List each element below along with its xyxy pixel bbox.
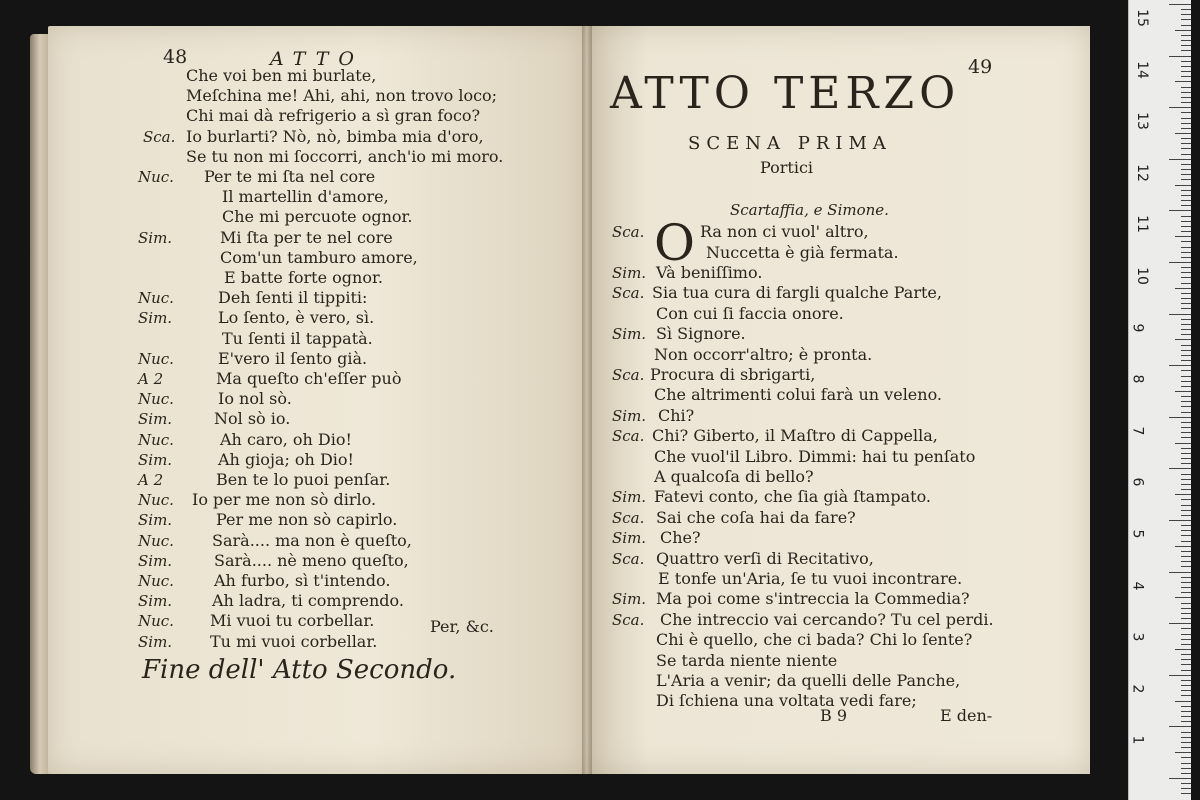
ruler-tick: [1181, 298, 1191, 299]
text-line: Che intreccio vai cercando? Tu cel perdi.: [660, 609, 994, 629]
ruler-tick: [1181, 654, 1191, 655]
ruler-tick: [1181, 87, 1191, 88]
left-page-number: 48: [163, 46, 188, 68]
ruler-tick: [1181, 345, 1191, 346]
speaker-label: Sim.: [612, 529, 647, 548]
ruler-tick: [1181, 737, 1191, 738]
ruler-tick: [1175, 752, 1191, 753]
text-line: Chi è quello, che ci bada? Chi lo ſente?: [656, 630, 973, 650]
ruler-tick: [1181, 788, 1191, 789]
text-line: Tu mi vuoi corbellar.: [210, 631, 378, 651]
ruler-tick: [1181, 711, 1191, 712]
text-line: L'Aria a venir; da quelli delle Panche,: [656, 671, 961, 690]
ruler-tick: [1181, 376, 1191, 377]
ruler-tick: [1175, 391, 1191, 392]
ruler-number: 9: [1129, 323, 1146, 333]
text-line: E tonfe un'Aria, ſe tu vuoi incontrare.: [658, 569, 963, 588]
speaker-label: Nuc.: [138, 612, 174, 631]
text-line: Nuccetta è già fermata.: [706, 243, 899, 262]
ruler-tick: [1181, 670, 1191, 671]
ruler-tick: [1181, 566, 1191, 567]
ruler-tick: [1181, 582, 1191, 583]
ruler-tick: [1181, 716, 1191, 717]
ruler-tick: [1181, 231, 1191, 232]
act-title: ATTO TERZO: [610, 68, 961, 119]
text-line: Che voi ben mi burlate,: [186, 66, 377, 85]
ruler-tick: [1181, 603, 1191, 604]
ruler-tick: [1181, 742, 1191, 743]
ruler-tick: [1181, 143, 1191, 144]
ruler-tick: [1181, 350, 1191, 351]
ruler-number: 13: [1133, 112, 1150, 131]
ruler-tick: [1175, 597, 1191, 598]
text-line: Quattro verſi di Recitativo,: [656, 548, 874, 568]
text-line: Io per me non sò dirlo.: [192, 490, 377, 510]
ruler-tick: [1181, 179, 1191, 180]
ruler-tick: [1181, 360, 1191, 361]
ruler-tick: [1181, 102, 1191, 103]
ruler-tick: [1181, 535, 1191, 536]
ruler-tick: [1181, 474, 1191, 475]
speaker-label: Sim.: [138, 511, 173, 530]
speaker-label: Sca.: [612, 366, 645, 384]
text-line: Fatevi conto, che ſia già ſtampato.: [654, 487, 932, 507]
ruler-tick: [1181, 190, 1191, 191]
ruler-tick: [1181, 401, 1191, 402]
ruler-tick: [1169, 572, 1191, 573]
ruler-tick: [1181, 174, 1191, 175]
text-line: Sarà.... nè meno queſto,: [214, 550, 409, 570]
ruler-tick: [1181, 427, 1191, 428]
ruler-tick: [1181, 747, 1191, 748]
ruler-tick: [1181, 283, 1191, 284]
ruler-number: 6: [1129, 477, 1146, 487]
ruler-tick: [1181, 205, 1191, 206]
ruler-tick: [1181, 71, 1191, 72]
ruler-tick: [1181, 510, 1191, 511]
ruler-tick: [1181, 659, 1191, 660]
ruler-tick: [1169, 365, 1191, 366]
ruler-tick: [1181, 324, 1191, 325]
ruler-tick: [1181, 138, 1191, 139]
ruler-tick: [1169, 56, 1191, 57]
speaker-label: Sim.: [138, 592, 173, 611]
ruler-tick: [1181, 618, 1191, 619]
ruler-tick: [1181, 489, 1191, 490]
ruler-tick: [1175, 649, 1191, 650]
book-gutter: [582, 26, 592, 774]
ruler-tick: [1181, 556, 1191, 557]
speaker-label: Sca.: [612, 508, 645, 527]
text-line: Com'un tamburo amore,: [220, 247, 418, 267]
ruler-tick: [1175, 288, 1191, 289]
ruler-number: 11: [1133, 215, 1150, 234]
speaker-label: Sca.: [143, 127, 176, 146]
ruler-tick: [1181, 61, 1191, 62]
text-line: Se tu non mi ſoccorri, anch'io mi moro.: [186, 146, 504, 166]
ruler-tick: [1181, 92, 1191, 93]
ruler-tick: [1169, 675, 1191, 676]
ruler-tick: [1181, 226, 1191, 227]
text-line: Che altrimenti colui farà un veleno.: [654, 385, 943, 405]
running-head: ATTO: [270, 48, 364, 70]
ruler-tick: [1181, 458, 1191, 459]
ruler-tick: [1181, 721, 1191, 722]
ruler-tick: [1169, 107, 1191, 108]
ruler-tick: [1181, 128, 1191, 129]
ruler-number: 10: [1133, 267, 1150, 285]
ruler-tick: [1181, 267, 1191, 268]
ruler-tick: [1181, 577, 1191, 578]
text-line: Che mi percuote ognor.: [222, 207, 413, 227]
text-line: Ah gioja; oh Dio!: [218, 449, 354, 469]
ruler-tick: [1181, 541, 1191, 542]
drop-cap: O: [654, 214, 695, 272]
ruler-tick: [1181, 664, 1191, 665]
speaker-label: Sim.: [612, 264, 647, 282]
ruler-tick: [1169, 210, 1191, 211]
text-line: Per te mi ſta nel core: [204, 167, 376, 186]
ruler-tick: [1169, 262, 1191, 263]
text-line: Sia tua cura di fargli qualche Parte,: [652, 283, 942, 303]
speaker-label: Nuc.: [138, 531, 174, 550]
ruler-tick: [1181, 40, 1191, 41]
ruler-tick: [1181, 216, 1191, 217]
speaker-label: Nuc.: [138, 572, 174, 590]
speaker-label: A 2: [138, 471, 164, 489]
ruler-tick: [1181, 148, 1191, 149]
text-line: Il martellin d'amore,: [222, 187, 389, 207]
ruler-tick: [1181, 448, 1191, 449]
ruler-tick: [1181, 76, 1191, 77]
text-line: Che?: [660, 528, 701, 548]
ruler-tick: [1181, 551, 1191, 552]
ruler-tick: [1181, 453, 1191, 454]
ruler-tick: [1181, 479, 1191, 480]
ruler-tick: [1181, 9, 1191, 10]
ruler-tick: [1181, 732, 1191, 733]
catchword: E den-: [940, 706, 993, 725]
ruler-tick: [1181, 757, 1191, 758]
text-line: Lo ſento, è vero, sì.: [218, 308, 375, 328]
speaker-label: Nuc.: [138, 168, 174, 186]
ruler-number: 4: [1129, 581, 1146, 591]
ruler-tick: [1181, 628, 1191, 629]
ruler-tick: [1181, 277, 1191, 278]
ruler-tick: [1181, 154, 1191, 155]
ruler-tick: [1181, 783, 1191, 784]
ruler-tick: [1181, 329, 1191, 330]
speaker-label: Nuc.: [138, 430, 174, 449]
ruler-tick: [1181, 334, 1191, 335]
ruler-tick: [1181, 432, 1191, 433]
text-line: Mi vuoi tu corbellar.: [210, 611, 375, 631]
text-line: Di ſchiena una voltata vedi fare;: [656, 691, 917, 711]
text-line: Chi? Giberto, il Maſtro di Cappella,: [652, 426, 938, 446]
measuring-ruler: [1128, 0, 1191, 800]
ruler-tick: [1175, 494, 1191, 495]
speaker-label: Sim.: [138, 228, 173, 247]
ruler-tick: [1181, 252, 1191, 253]
speaker-label: Sim.: [612, 406, 647, 425]
text-line: Chi?: [658, 405, 695, 425]
ruler-tick: [1175, 185, 1191, 186]
speaker-label: Sca.: [612, 610, 645, 629]
ruler-tick: [1181, 793, 1191, 794]
text-line: Sì Signore.: [656, 324, 746, 344]
ruler-tick: [1181, 355, 1191, 356]
right-page-number: 49: [968, 56, 993, 78]
text-line: Và beniſſimo.: [656, 263, 763, 282]
ruler-tick: [1181, 35, 1191, 36]
ruler-number: 14: [1133, 60, 1150, 79]
ruler-number: 15: [1133, 9, 1150, 27]
ruler-tick: [1181, 45, 1191, 46]
ruler-tick: [1181, 396, 1191, 397]
per-note: Per, &c.: [430, 617, 494, 636]
text-line: Che vuol'il Libro. Dimmi: hai tu penſato: [654, 446, 976, 466]
text-line: Meſchina me! Ahi, ahi, non trovo loco;: [186, 86, 498, 106]
ruler-tick: [1181, 381, 1191, 382]
ruler-number: 8: [1129, 374, 1146, 384]
ruler-tick: [1181, 422, 1191, 423]
ruler-tick: [1181, 525, 1191, 526]
ruler-tick: [1181, 25, 1191, 26]
text-line: Nol sò io.: [214, 409, 291, 429]
ruler-tick: [1181, 608, 1191, 609]
ruler-tick: [1181, 763, 1191, 764]
ruler-tick: [1181, 437, 1191, 438]
ruler-tick: [1181, 695, 1191, 696]
ruler-tick: [1181, 118, 1191, 119]
ruler-tick: [1181, 14, 1191, 15]
speaker-label: Sca.: [612, 223, 645, 241]
ruler-tick: [1181, 412, 1191, 413]
ruler-tick: [1181, 123, 1191, 124]
text-line: Ah furbo, sì t'intendo.: [214, 571, 391, 590]
text-line: Ma queſto ch'eſſer può: [216, 369, 402, 388]
text-line: A qualcoſa di bello?: [654, 467, 814, 486]
speaker-label: Sim.: [612, 325, 647, 344]
ruler-tick: [1175, 81, 1191, 82]
signature-mark: B 9: [820, 706, 848, 725]
speaker-label: Nuc.: [138, 349, 174, 368]
text-line: Tu ſenti il tappatà.: [222, 328, 373, 348]
speaker-label: Sca.: [612, 284, 645, 303]
text-line: Ah ladra, ti comprendo.: [212, 591, 404, 611]
speaker-label: Sca.: [612, 427, 645, 446]
ruler-tick: [1181, 195, 1191, 196]
text-line: Non occorr'altro; è pronta.: [654, 344, 873, 364]
text-line: Ra non ci vuol' altro,: [700, 222, 869, 241]
ruler-tick: [1169, 520, 1191, 521]
ruler-tick: [1181, 200, 1191, 201]
ruler-tick: [1181, 308, 1191, 309]
ruler-tick: [1181, 773, 1191, 774]
ruler-tick: [1181, 50, 1191, 51]
scene-title: SCENA PRIMA: [688, 133, 892, 154]
speaker-label: Sim.: [612, 590, 647, 609]
ruler-tick: [1181, 112, 1191, 113]
ruler-tick: [1175, 236, 1191, 237]
ruler-number: 7: [1129, 426, 1146, 436]
ruler-tick: [1181, 499, 1191, 500]
ruler-tick: [1181, 66, 1191, 67]
text-line: Chi mai dà refrigerio a sì gran foco?: [186, 106, 481, 126]
ruler-tick: [1169, 623, 1191, 624]
text-line: Ah caro, oh Dio!: [220, 429, 352, 449]
ruler-tick: [1181, 257, 1191, 258]
ruler-tick: [1169, 4, 1191, 5]
ruler-tick: [1181, 690, 1191, 691]
text-line: Sai che coſa hai da fare?: [656, 507, 856, 527]
ruler-tick: [1169, 159, 1191, 160]
ruler-tick: [1181, 639, 1191, 640]
text-line: Mi ſta per te nel core: [220, 227, 393, 247]
ruler-tick: [1181, 484, 1191, 485]
ruler-tick: [1175, 133, 1191, 134]
ruler-tick: [1181, 303, 1191, 304]
ruler-tick: [1181, 644, 1191, 645]
speaker-label: A 2: [138, 370, 164, 388]
ruler-tick: [1181, 613, 1191, 614]
ruler-tick: [1181, 463, 1191, 464]
scene-characters: Scartaffia, e Simone.: [730, 201, 889, 219]
ruler-tick: [1181, 164, 1191, 165]
ruler-tick: [1181, 592, 1191, 593]
ruler-tick: [1181, 505, 1191, 506]
ruler-tick: [1169, 726, 1191, 727]
ruler-tick: [1169, 314, 1191, 315]
speaker-label: Sim.: [138, 410, 173, 429]
ruler-tick: [1181, 386, 1191, 387]
ruler-tick: [1181, 768, 1191, 769]
ruler-tick: [1181, 634, 1191, 635]
ruler-number: 1: [1129, 735, 1146, 745]
ruler-tick: [1175, 339, 1191, 340]
ruler-number: 2: [1129, 684, 1146, 694]
speaker-label: Sim.: [138, 450, 173, 469]
text-line: E'vero il ſento già.: [218, 348, 368, 368]
ruler-tick: [1181, 515, 1191, 516]
text-line: Se tarda niente niente: [656, 650, 838, 670]
ruler-tick: [1181, 272, 1191, 273]
text-line: Con cui ſi faccia onore.: [656, 303, 844, 323]
ruler-tick: [1175, 443, 1191, 444]
text-line: Procura di sbrigarti,: [650, 365, 816, 384]
ruler-number: 12: [1133, 163, 1150, 182]
ruler-tick: [1181, 19, 1191, 20]
ruler-tick: [1169, 417, 1191, 418]
ruler-tick: [1169, 778, 1191, 779]
ruler-tick: [1181, 247, 1191, 248]
speaker-label: Sim.: [138, 632, 173, 651]
speaker-label: Nuc.: [138, 390, 174, 409]
ruler-number: 3: [1129, 632, 1146, 642]
ruler-tick: [1181, 706, 1191, 707]
ruler-tick: [1181, 221, 1191, 222]
ruler-tick: [1169, 468, 1191, 469]
speaker-label: Sim.: [612, 488, 647, 507]
ruler-tick: [1175, 701, 1191, 702]
act-closing: Fine dell' Atto Secondo.: [142, 655, 457, 685]
text-line: Deh ſenti il tippiti:: [218, 288, 368, 308]
text-line: Io nol sò.: [218, 389, 292, 409]
text-line: Ma poi come s'intreccia la Commedia?: [656, 589, 970, 609]
text-line: Sarà.... ma non è queſto,: [212, 530, 412, 550]
ruler-tick: [1181, 169, 1191, 170]
text-line: Per me non sò capirlo.: [216, 510, 398, 530]
ruler-tick: [1181, 319, 1191, 320]
ruler-number: 5: [1129, 529, 1146, 539]
speaker-label: Nuc.: [138, 491, 174, 510]
ruler-tick: [1181, 241, 1191, 242]
ruler-tick: [1181, 97, 1191, 98]
ruler-tick: [1181, 561, 1191, 562]
text-line: Io burlarti? Nò, nò, bimba mia d'oro,: [186, 126, 484, 146]
ruler-tick: [1181, 685, 1191, 686]
ruler-tick: [1181, 530, 1191, 531]
speaker-label: Sim.: [138, 309, 173, 328]
speaker-label: Sca.: [612, 549, 645, 568]
speaker-label: Sim.: [138, 551, 173, 570]
ruler-tick: [1181, 406, 1191, 407]
ruler-tick: [1175, 30, 1191, 31]
text-line: E batte forte ognor.: [224, 268, 383, 287]
ruler-tick: [1181, 370, 1191, 371]
scene-setting: Portici: [760, 158, 814, 177]
ruler-tick: [1181, 680, 1191, 681]
ruler-tick: [1181, 587, 1191, 588]
ruler-tick: [1181, 293, 1191, 294]
text-line: Ben te lo puoi penſar.: [216, 470, 391, 489]
ruler-tick: [1175, 546, 1191, 547]
speaker-label: Nuc.: [138, 289, 174, 308]
